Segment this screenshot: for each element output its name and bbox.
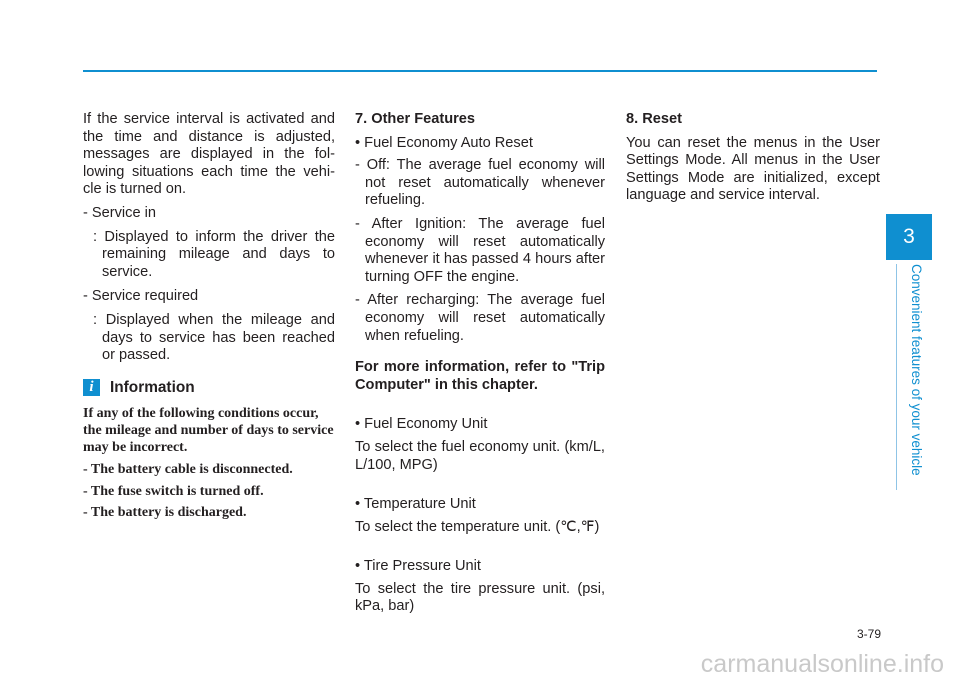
information-header [83,379,335,397]
spacer [355,400,605,416]
middle-column [355,111,605,622]
after-recharging-option: - After recharging: The average fuel economy will reset automatically when refueling. [355,292,605,344]
other-features-heading: 7. Other Features [355,111,476,127]
watermark: carmanualsonline.info [700,650,944,678]
information-text: If any of the following conditions occur, the mileage and number of days to service may be incorrect. [83,406,334,455]
information-title: Information [110,378,195,396]
temperature-unit-description: To select the temperature unit. (℃,℉) [355,518,600,535]
service-required-description-text: : Displayed when the mileage and days to service has been reached or passed. [93,311,335,364]
service-in-title: - Service in [83,204,156,221]
chapter-tab [886,214,932,260]
info-icon: i [83,379,100,396]
fuel-economy-unit-description: To select the fuel economy unit. (km/L, L/100, MPG) [355,438,605,473]
right-column [626,111,880,211]
temperature-unit-title: • Temperature Unit [355,496,476,513]
information-item: - The battery cable is disconnected. [83,461,293,477]
tire-pressure-unit-description: To select the tire pressure unit. (psi, kPa, bar) [355,580,605,615]
service-in-description [83,229,335,282]
off-option: - Off: The average fuel economy will not reset automatically whenever refueling. [355,157,605,209]
more-info-note: For more information, refer to "Trip Computer" in this chapter. [355,359,605,393]
top-rule [83,70,877,72]
fuel-economy-unit-title: • Fuel Economy Unit [355,416,488,433]
information-item: - The battery is discharged. [83,505,247,521]
left-column [83,111,335,527]
reset-heading: 8. Reset [626,111,682,127]
spacer [355,542,605,558]
spacer [355,480,605,496]
reset-paragraph: You can reset the menus in the User Settings Mode. All menus in the User Settings Mode are initialized, except language and service interval. [626,134,880,204]
tire-pressure-unit-title: • Tire Pressure Unit [355,558,481,575]
intro-paragraph: If the service interval is activated and the time and distance is adjusted, messages are displayed in the fol- lowing situations each time the vehi- cle is turned on. [83,111,335,198]
page-number: 3-79 [856,627,881,641]
chapter-number: 3 [903,225,915,248]
service-required-title: - Service required [83,288,199,305]
information-item: - The fuse switch is turned off. [83,483,264,499]
service-required-description [83,312,335,365]
chapter-title: Convenient features of your vehicle [909,264,924,476]
chapter-side-line [896,264,897,490]
after-ignition-option: - After Ignition: The average fuel economy will reset automatically whenever it has passed 4 hours after turning OFF the engine. [355,215,605,285]
fuel-economy-auto-reset-title: • Fuel Economy Auto Reset [355,134,533,151]
service-in-description-text: : Displayed to inform the driver the remaining mileage and days to service. [93,228,335,280]
